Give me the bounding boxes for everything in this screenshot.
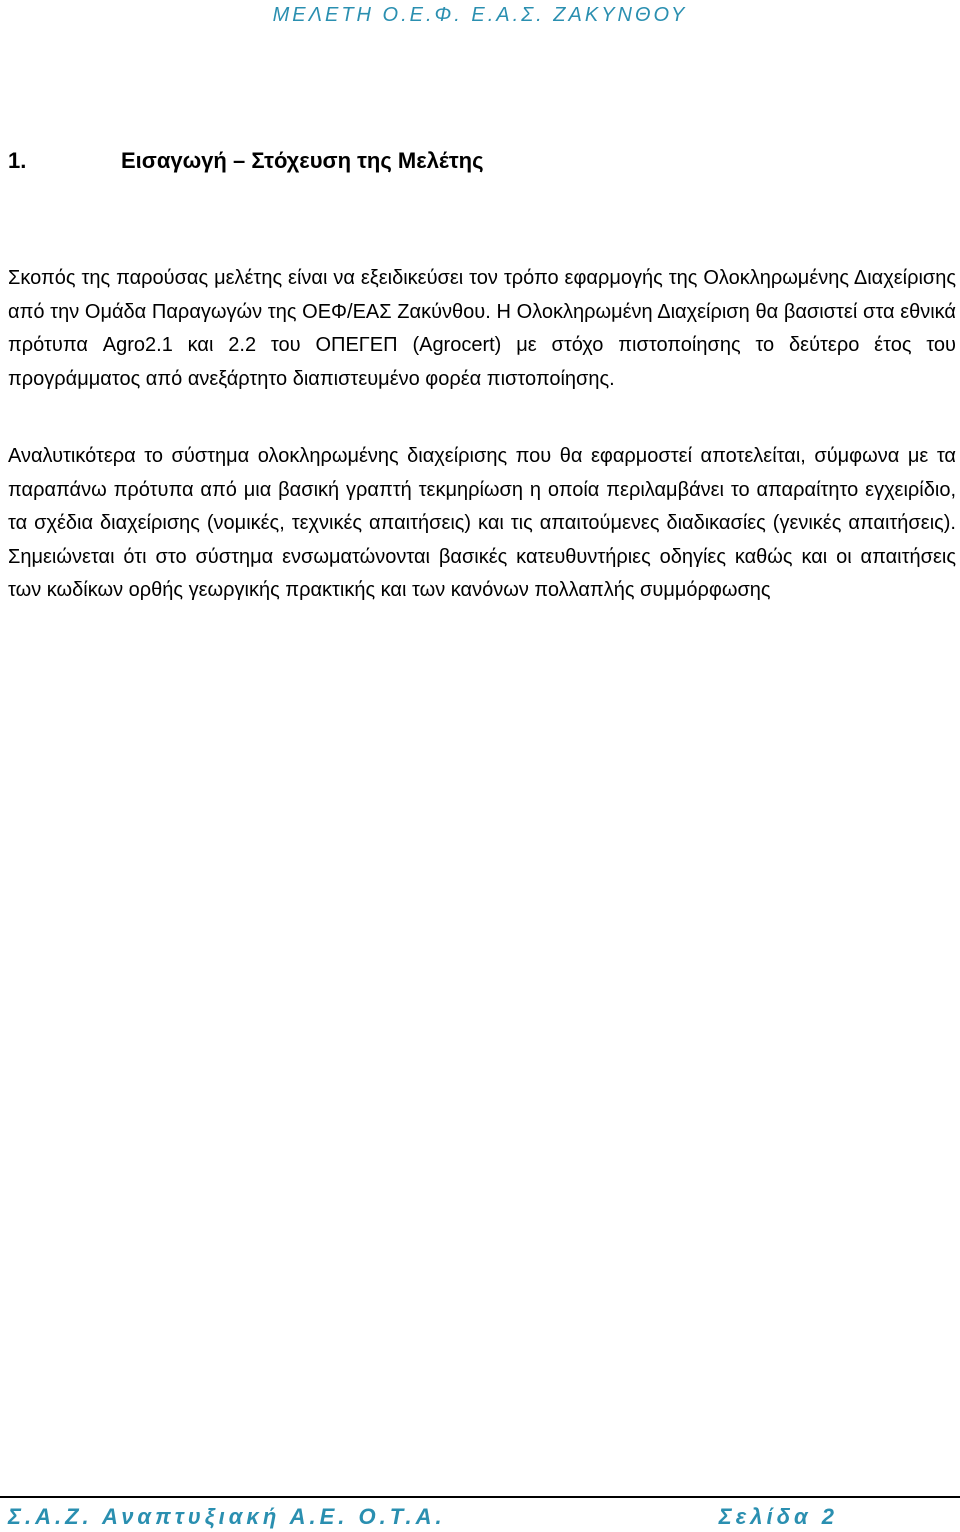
section-number: 1. bbox=[8, 148, 27, 173]
page-footer bbox=[8, 1504, 838, 1530]
footer-divider bbox=[0, 1496, 960, 1498]
section-title: Εισαγωγή – Στόχευση της Μελέτης bbox=[121, 148, 484, 173]
body-paragraph-purpose: Σκοπός της παρούσας μελέτης είναι να εξειδικεύσει τον τρόπο εφαρμογής της Ολοκληρωμένης Διαχείρισης από την Ομάδα Παραγωγών της ΟΕΦ/ΕΑΣ Ζακύνθου. Η Ολοκληρωμένη Διαχείριση θα βασιστεί στα εθνικά πρότυπα Agro2.1 και 2.2 του ΟΠΕΓΕΠ (Agrocert) με στόχο πιστοποίησης το δεύτερο έτος του προγράμματος από ανεξάρτητο διαπιστευμένο φορέα πιστοποίησης. bbox=[8, 267, 956, 390]
body-paragraph-details: Αναλυτικότερα το σύστημα ολοκληρωμένης διαχείρισης που θα εφαρμοστεί αποτελείται, σύμφωνα με τα παραπάνω πρότυπα από μια βασική γραπτή τεκμηρίωση η οποία περιλαμβάνει το απαραίτητο εγχειρίδιο, τα σχέδια διαχείρισης (νομικές, τεχνικές απαιτήσεις) και τις απαιτούμενες διαδικασίες (γενικές απαιτήσεις). Σημειώνεται ότι στο σύστημα ενσωματώνονται βασικές κατευθυντήριες οδηγίες καθώς και οι απαιτήσεις των κωδίκων ορθής γεωργικής πρακτικής και των κανόνων πολλαπλής συμμόρφωσης bbox=[8, 445, 956, 602]
footer-page-number: Σελίδα 2 bbox=[718, 1504, 838, 1529]
running-header: ΜΕΛΕΤΗ Ο.Ε.Φ. Ε.Α.Σ. ΖΑΚΥΝΘΟΥ bbox=[272, 4, 688, 26]
section-heading bbox=[8, 148, 484, 174]
footer-company: Σ.Α.Ζ. Αναπτυξιακή Α.Ε. Ο.Τ.Α. bbox=[8, 1504, 446, 1529]
